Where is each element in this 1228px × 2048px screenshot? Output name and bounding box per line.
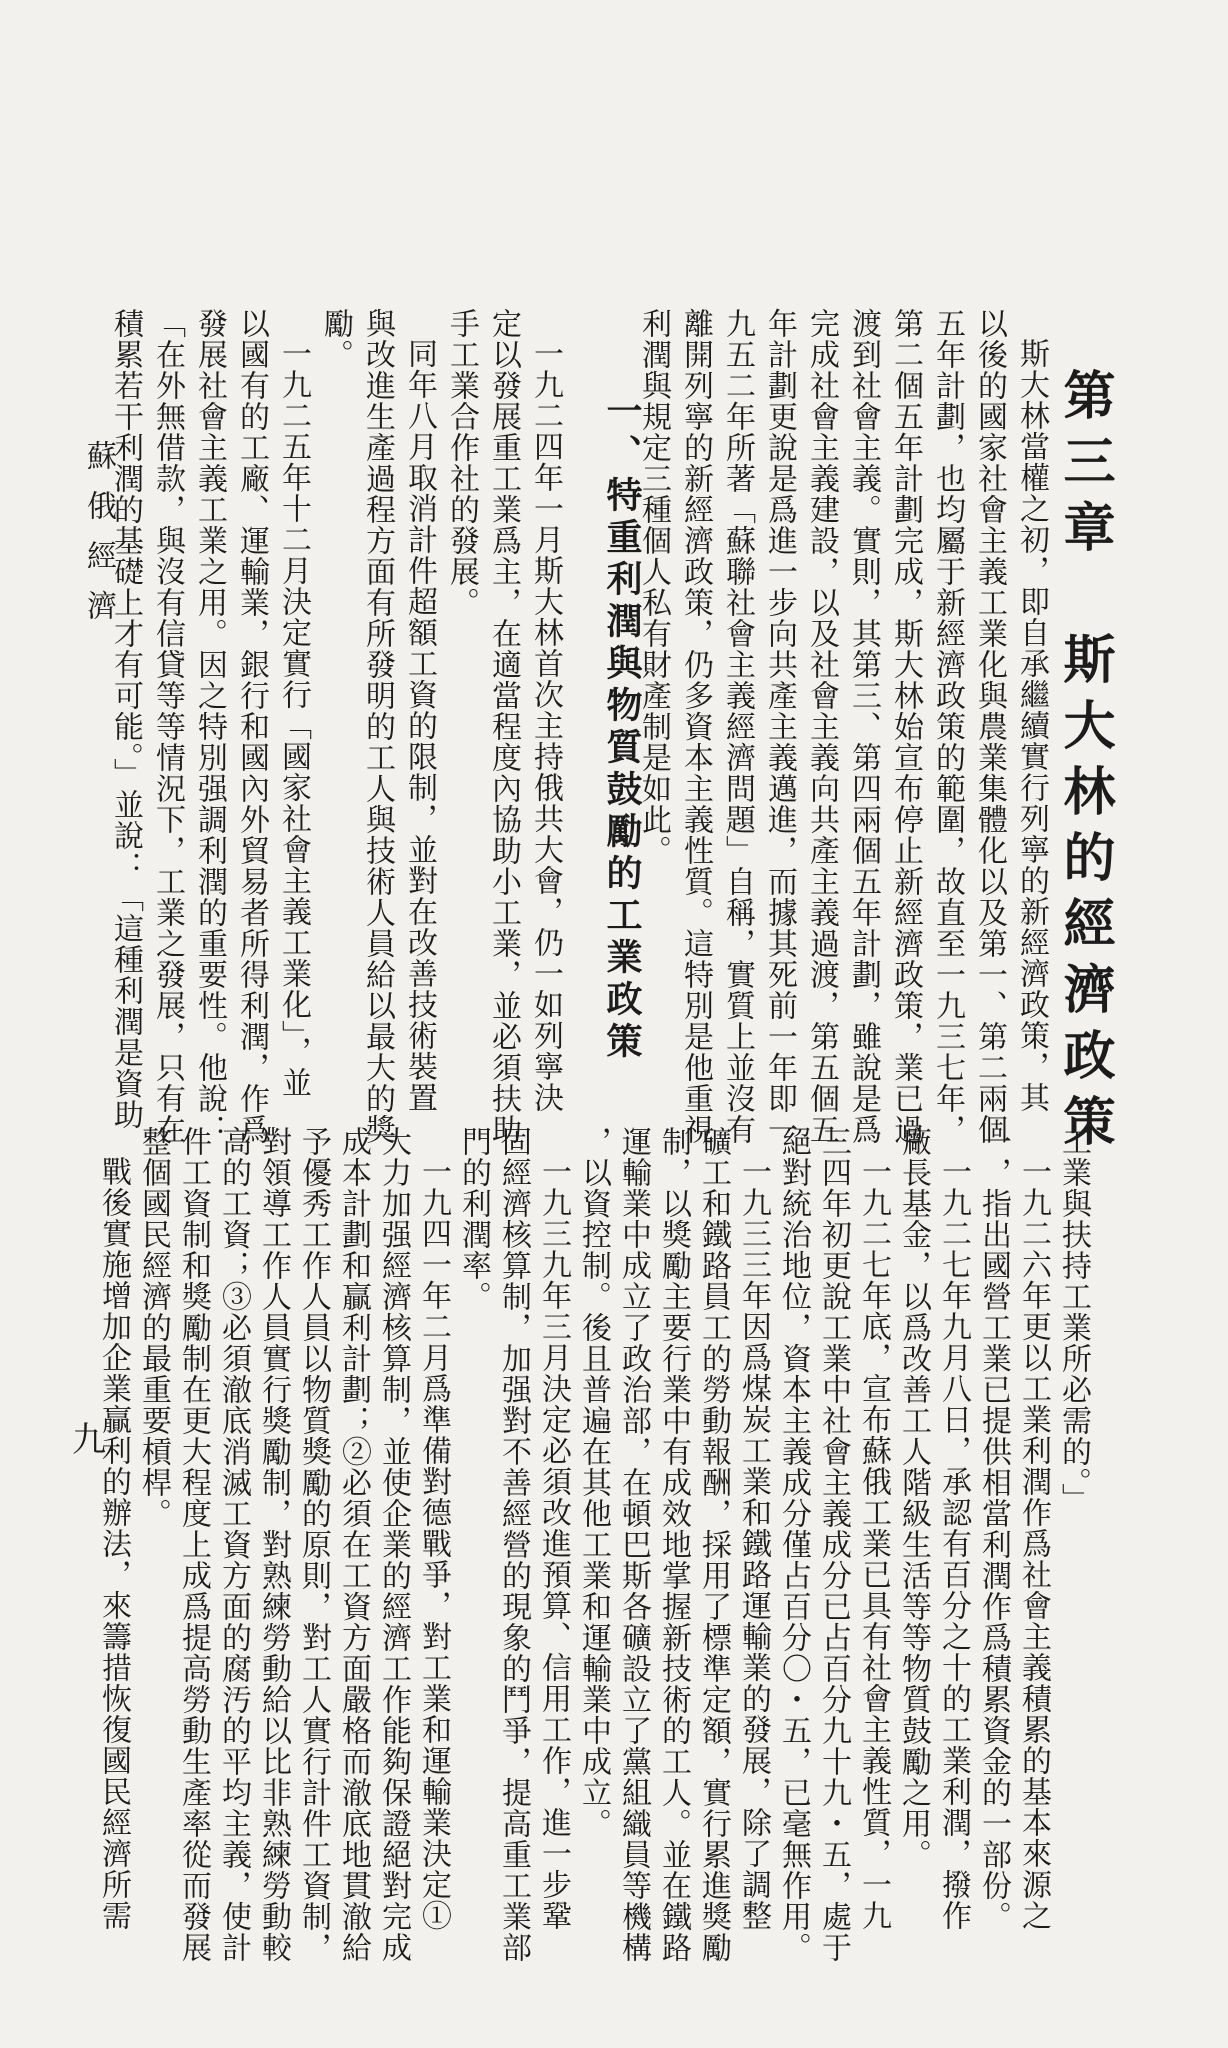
lower-col-14: 一九三九年三月決定必須改進預算、信用工作，進一步鞏 — [536, 1156, 571, 1931]
page-number: 九 — [72, 1420, 106, 1460]
lower-col-11: 制，以獎勵主要行業中有成效地掌握新技術的工人。並在鐵路 — [656, 1126, 691, 1963]
lower-col-4: 一九二七年九月八日，承認有百分之十的工業利潤，撥作 — [936, 1156, 971, 1931]
intro-col-10: 利潤與規定三種個人私有財產制是如此。 — [636, 308, 671, 866]
lower-col-7: 三四年初更說工業中社會主義成分已占百分九十九・五，處于 — [816, 1126, 851, 1963]
section-col-6: 勵。 — [318, 308, 353, 370]
intro-col-7: 年計劃更說是爲進一步向共產主義邁進，而據其死前一年即一 — [762, 308, 797, 1145]
lower-col-17: 一九四一年二月爲準備對德戰爭，對工業和運輸業決定① — [416, 1156, 451, 1931]
lower-col-3: 一，指出國營工業已提供相當利潤作爲積累資金的一部份。 — [976, 1126, 1011, 1932]
section-col-9: 發展社會主義工業之用。因之特別强調利潤的重要性。他說： — [192, 308, 227, 1145]
intro-col-3: 五年計劃，也均屬于新經濟政策的範圍，故直至一九三七年， — [930, 308, 965, 1145]
lower-col-18: 大力加强經濟核算制，並使企業的經濟工作能夠保證絕對完成 — [376, 1126, 411, 1963]
section-col-1: 一九二四年一月斯大林首次主持俄共大會，仍一如列寧決 — [528, 338, 563, 1113]
intro-col-4: 第二個五年計劃完成，斯大林始宣布停止新經濟政策，業已過 — [888, 308, 923, 1145]
chapter-title: 第三章 斯大林的經濟政策 — [1054, 368, 1115, 1160]
lower-col-9: 一九三三年因爲煤炭工業和鐵路運輸業的發展，除了調整 — [736, 1156, 771, 1931]
section-col-5: 與改進生產過程方面有所發明的工人與技術人員給以最大的獎 — [360, 308, 395, 1145]
lower-col-12: 運輸業中成立了政治部，在頓巴斯各礦設立了黨組織員等機構 — [616, 1126, 651, 1963]
lower-col-1: 工業與扶持工業所必需的。」 — [1056, 1126, 1091, 1514]
section-col-2: 定以發展重工業爲主，在適當程度內協助小工業，並必須扶助 — [486, 308, 521, 1145]
intro-col-2: 以後的國家社會主義工業化與農業集體化以及第一、第二兩個 — [972, 308, 1007, 1145]
intro-col-6: 完成社會主義建設，以及社會主義向共產主義過渡，第五個五 — [804, 308, 839, 1145]
lower-col-21: 對領導工作人員實行獎勵制，對熟練勞動給以比非熟練勞動較 — [256, 1126, 291, 1963]
running-head: 蘇俄經濟 — [81, 440, 116, 640]
section-col-11: 積累若干利潤的基礎上才有可能。」並說：「這種利潤是資助 — [108, 308, 143, 1130]
lower-col-20: 予優秀工作人員以物質獎勵的原則，對工人實行計件工資制， — [296, 1126, 331, 1963]
section-col-3: 手工業合作社的發展。 — [444, 308, 479, 618]
lower-col-10: 礦工和鐵路員工的勞動報酬，採用了標準定額，實行累進獎勵 — [696, 1126, 731, 1963]
lower-col-15: 固經濟核算制，加强對不善經營的現象的鬥爭，提高重工業部 — [496, 1126, 531, 1963]
intro-col-5: 渡到社會主義。實則，其第三、第四兩個五年計劃，雖說是爲 — [846, 308, 881, 1145]
intro-col-1: 斯大林當權之初，即自承繼續實行列寧的新經濟政策，其 — [1014, 338, 1049, 1113]
lower-col-13: ，以資控制。後且普遍在其他工業和運輸業中成立。 — [576, 1126, 611, 1839]
lower-col-5: 廠長基金，以爲改善工人階級生活等等物質鼓勵之用。 — [896, 1126, 931, 1870]
lower-col-2: 一九二六年更以工業利潤作爲社會主義積累的基本來源之 — [1016, 1156, 1051, 1931]
lower-col-25: 戰後實施增加企業贏利的辦法，來籌措恢復國民經濟所需 — [96, 1156, 131, 1931]
lower-col-16: 門的利潤率。 — [456, 1126, 491, 1312]
section-col-8: 以國有的工廠、運輸業，銀行和國內外貿易者所得利潤，作爲 — [234, 308, 269, 1145]
lower-col-22: 高的工資；③必須澈底消滅工資方面的腐汚的平均主義，使計 — [216, 1126, 251, 1963]
section-col-7: 一九二五年十二月決定實行「國家社會主義工業化」，並 — [276, 338, 311, 1098]
lower-col-6: 一九二七年底，宣布蘇俄工業已具有社會主義性質，一九 — [856, 1156, 891, 1931]
section-title: 一、特重利潤與物質鼓勵的工業政策 — [601, 392, 643, 1064]
intro-col-8: 九五二年所著「蘇聯社會主義經濟問題」自稱，實質上並沒有 — [720, 308, 755, 1145]
lower-col-8: 絕對統治地位，資本主義成分僅占百分〇・五，已毫無作用。 — [776, 1126, 811, 1963]
lower-col-19: 成本計劃和贏利計劃；②必須在工資方面嚴格而澈底地貫澈給 — [336, 1126, 371, 1963]
section-col-4: 同年八月取消計件超額工資的限制，並對在改善技術裝置 — [402, 338, 437, 1113]
lower-col-24: 整個國民經濟的最重要槓桿。 — [136, 1126, 171, 1529]
section-col-10: 「在外無借款，與沒有信貸等等情況下，工業之發展，只有在 — [150, 308, 185, 1145]
lower-col-23: 件工資制和獎勵制在更大程度上成爲提高勞動生產率從而發展 — [176, 1126, 211, 1963]
intro-col-9: 離開列寧的新經濟政策，仍多資本主義性質。這特別是他重視 — [678, 308, 713, 1145]
